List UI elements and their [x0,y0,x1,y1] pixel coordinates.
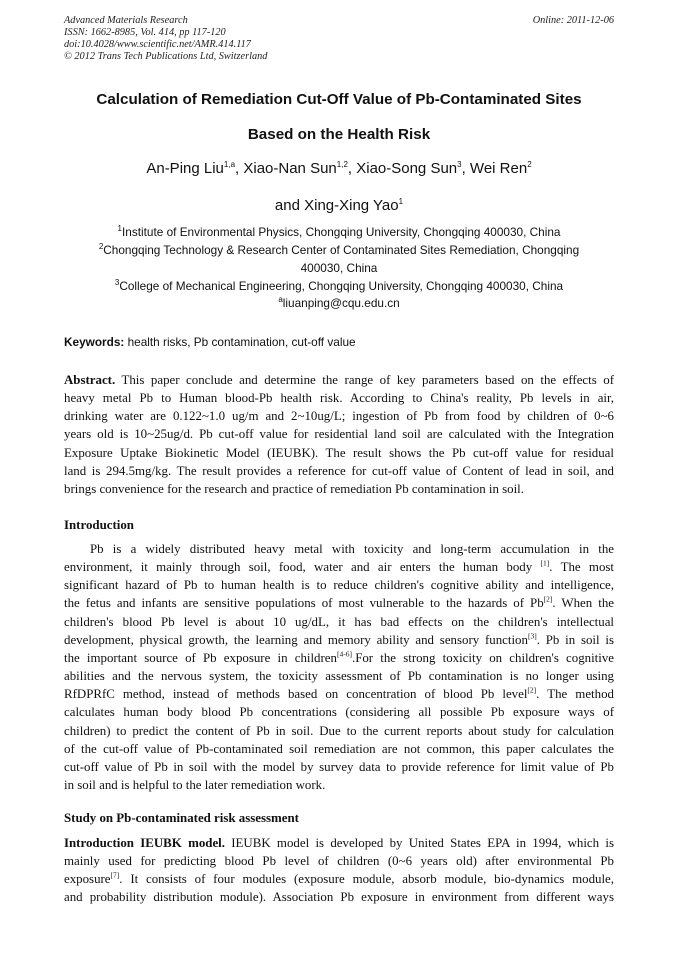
intro-line [64,685,614,703]
text: environment, it mainly through soil, food, water and air enters the human body [64,560,541,575]
journal-header [64,15,267,63]
affiliation-1 [60,225,618,239]
author-name: , Xiao-Song Sun [347,160,458,177]
abstract-label: Abstract. [64,373,116,387]
text: exposure [64,872,111,887]
intro-line [64,631,614,649]
affil-text: College of Mechanical Engineering, Chongqing University, Chongqing 400030, China [119,279,564,293]
text: . It consists of four modules (exposure module, absorb module, bio-dynamics module, [119,872,614,887]
text: .For the strong toxicity on children's cognitive [351,650,615,665]
author-list-line-2 [60,197,618,215]
author-affil-mark: 2 [527,160,532,169]
author-list [60,160,618,178]
author-affil-mark: 3 [457,160,462,169]
abstract-line: heavy metal Pb to Human blood-Pb health risk. According to China's reality, Pb levels in air, [64,391,614,406]
abstract-line: years old is 10~25ug/d. Pb cut-off value for residential land soil are calculated with the Integration [64,427,614,442]
affil-mark: 3 [114,278,120,288]
author-name: , Xiao-Nan Sun [235,160,337,177]
text: the important source of Pb exposure in children [64,650,337,665]
author-name: , Wei Ren [461,160,528,177]
intro-line [64,594,614,612]
affiliation-3 [60,279,618,293]
citation: [2] [543,595,553,605]
intro-line [64,558,614,576]
paper-title-line-2: Based on the Health Risk [247,126,431,143]
citation: [7] [110,871,120,881]
study-line: and probability distribution module). Association Pb exposure in environment from different ways [64,890,614,905]
citation: [4-6] [336,649,352,659]
author-affil-mark: 1,a [223,160,236,169]
intro-line: children) to predict the content of Pb in soil. Due to the current reports about study for calculation [64,723,614,738]
study-line [64,870,614,888]
intro-line: cut-off value of Pb in soil with the model by survey data to provide reference for limit value of Pb [64,759,614,774]
intro-line: abilities and the nervous system, the toxicity assessment of Pb contamination is no longer using [64,669,614,684]
abstract [64,371,614,498]
paper-title-line-1: Calculation of Remediation Cut-Off Value of Pb-Contaminated Sites [96,91,582,108]
study-line: mainly used for predicting blood Pb level of children (0~6 years old) after environmental Pb [64,854,614,869]
intro-line: in soil and is helpful to the later remediation work. [64,778,326,793]
keywords-label: Keywords: [64,335,125,349]
affil-mark: a [278,295,283,305]
study-body [64,834,614,907]
copyright-line: © 2012 Trans Tech Publications Ltd, Switzerland [64,51,268,62]
email-text: liuanping@cqu.edu.cn [282,296,400,310]
affiliation-2-cont: 400030, China [300,261,378,275]
doi-line: doi:10.4028/www.scientific.net/AMR.414.117 [64,39,251,50]
keywords-text: health risks, Pb contamination, cut-off value [124,335,356,349]
introduction-body [64,540,614,794]
citation: [2] [527,685,537,695]
section-heading-introduction: Introduction [64,518,134,532]
text: IEUBK model is developed by United States EPA in 1994, which is [224,836,614,850]
text: RfDPRfC method, instead of methods based on concentration of blood Pb level [64,687,528,702]
affil-text: Institute of Environmental Physics, Chongqing University, Chongqing 400030, China [121,225,561,239]
intro-line: calculates human body blood Pb concentrations (considering all possible Pb exposure ways of [64,705,614,720]
citation: [1] [540,558,550,568]
author-email [60,296,618,310]
affil-mark: 2 [98,242,104,252]
citation: [3] [527,631,537,641]
intro-line: children's blood Pb level is about 10 ug/dL, it has bad effects on the children's intellectual [64,614,614,629]
intro-line: significant hazard of Pb to human health is to reduce children's cognitive ability and intelligence, [64,578,614,593]
author-affil-mark: 1,2 [336,160,348,169]
affil-text: Chongqing Technology & Research Center of Contaminated Sites Remediation, Chongqing [103,243,580,257]
study-line [64,834,614,852]
journal-name: Advanced Materials Research [64,15,188,26]
text: development, physical growth, the learning and memory ability and sensory function [64,632,528,647]
text: . When the [552,596,614,611]
subsection-label: Introduction IEUBK model. [64,836,225,850]
section-heading-study: Study on Pb-contaminated risk assessment [64,811,299,825]
author-name: and Xing-Xing Yao [274,197,399,214]
text: This paper conclude and determine the range of key parameters based on the effects of [115,373,614,387]
intro-line: of the cut-off value of Pb-contaminated soil remediation are not common, this paper calculates the [64,741,614,756]
text: . The method [536,687,614,702]
affil-mark: 1 [117,224,122,234]
author-affil-mark: 1 [398,197,404,206]
author-name: An-Ping Liu [146,160,224,177]
intro-line: Pb is a widely distributed heavy metal with toxicity and long-term accumulation in the [90,542,614,556]
abstract-line: Exposure Uptake Biokinetic Model (IEUBK). The result shows the Pb cut-off value for residual [64,445,614,460]
text: the fetus and infants are sensitive populations of most vulnerable to the hazards of Pb [64,596,544,611]
abstract-line: brings convenience for the research and practice of remediation Pb contamination in soil. [64,481,524,496]
keywords [64,335,614,349]
abstract-line [64,371,614,389]
abstract-line: land is 294.5mg/kg. The result provides a reference for cut-off value of Content of lead in soil, and [64,463,614,478]
text: . The most [549,560,615,575]
text: . Pb in soil is [536,632,614,647]
online-date: Online: 2011-12-06 [532,15,614,26]
intro-line [64,649,614,667]
abstract-line: drinking water are 0.122~1.0 ug/m and 2~10ug/L; ingestion of Pb from food by children of 0~6 [64,409,614,424]
issn-line: ISSN: 1662-8985, Vol. 414, pp 117-120 [64,27,226,38]
affiliation-2 [60,243,618,257]
